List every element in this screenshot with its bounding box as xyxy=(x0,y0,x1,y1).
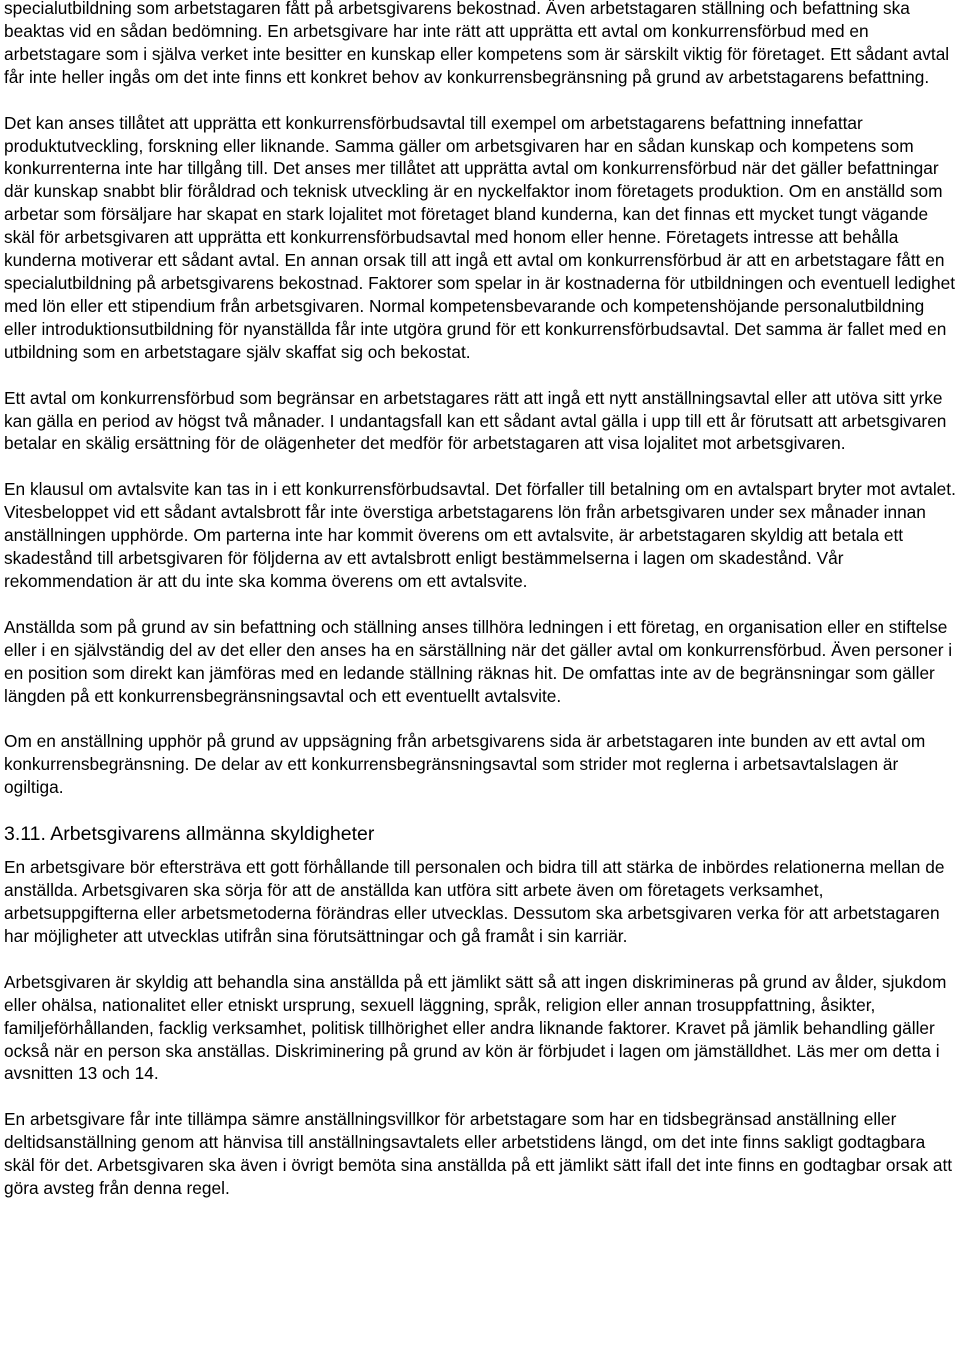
section-title: Arbetsgivarens allmänna skyldigheter xyxy=(50,823,375,846)
paragraph-competition-clause-intro: specialutbildning som arbetstagaren fått på arbetsgivarens bekostnad. Även arbetstagaren ställning och befattning ska beaktas vid en sådan bedömning. En arbetsgivare har inte rätt att upprätta ett avtal om konkurrensförbud med en arbetstagare som i själva verket inte besitter en kunskap eller kompetens som är särskilt viktig för företaget. Ett sådant avtal får inte heller ingås om det inte finns ett konkret behov av konkurrensbegränsning på grund av arbetstagarens befattning. xyxy=(4,0,950,87)
paragraph-duration-limit: Ett avtal om konkurrensförbud som begränsar en arbetstagares rätt att ingå ett nytt anställningsavtal eller att utöva sitt yrke kan gälla en period av högst två månader. I undantagsfall kan ett sådant avtal gälla i upp till ett år förutsatt att arbetsgivaren betalar en skälig ersättning för de olägenheter det medför för arbetstagaren att visa lojalitet mot arbetsgivaren. xyxy=(4,387,947,454)
paragraph-termination-effect: Om en anställning upphör på grund av uppsägning från arbetsgivarens sida är arbetstagaren inte bunden av ett avtal om konkurrensbegränsning. De delar av ett konkurrensbegränsningsavtal som strider mot reglerna i arbetsavtalslagen är ogiltiga. xyxy=(4,731,926,798)
paragraph-employer-relations: En arbetsgivare bör eftersträva ett gott förhållande till personalen och bidra till att stärka de inbördes relationerna mellan de anställda. Arbetsgivaren ska sörja för att de anställda kan utföra sitt arbete även om företagets verksamhet, arbetsuppgifterna eller arbetsmetoderna förändras eller utvecklas. Dessutom ska arbetsgivaren verka för att arbetstagaren har möjligheter att utvecklas utifrån sina förutsättningar och gå framåt i sin karriär. xyxy=(4,857,945,946)
document-page xyxy=(4,0,956,1223)
paragraph-permitted-agreements: Det kan anses tillåtet att upprätta ett konkurrensförbudsavtal till exempel om arbetstagarens befattning innefattar produktutveckling, forskning eller liknande. Samma gäller om arbetsgivaren har en sådan kunskap och kompetens som konkurrenterna inte har tillgång till. Det anses mer tillåtet att upprätta avtal om konkurrensförbud när det gäller befattningar där kunskap snabbt blir föråldrad och teknisk utveckling är en nyckelfaktor inom företagets produktion. Om en anställd som arbetar som försäljare har skapat en stark lojalitet mot företaget bland kunderna, kan det finnas ett mycket tungt vägande skäl för arbetsgivaren att upprätta ett konkurrensförbudsavtal med honom eller henne. Företagets intresse att behålla kunderna motiverar ett sådant avtal. En annan orsak till att ingå ett avtal om konkurrensförbud är att en arbetstagare fått en specialutbildning på arbetsgivarens bekostnad. Faktorer som spelar in är kostnaderna för utbildningen och eventuell ledighet med lön eller ett stipendium från arbetsgivaren. Normal kompetensbevarande och kompetenshöjande personalutbildning eller introduktionsutbildning för nyanställda får inte utgöra grund för ett konkurrensförbudsavtal. Det samma är fallet med en utbildning som en arbetstagare själv skaffat sig och bekostat. xyxy=(4,112,956,362)
paragraph-equal-treatment: Arbetsgivaren är skyldig att behandla sina anställda på ett jämlikt sätt så att ingen diskrimineras på grund av ålder, sjukdom eller ohälsa, nationalitet eller etniskt ursprung, sexuell läggning, språk, religion eller annan trosuppfattning, åsikter, familjeförhållanden, facklig verksamhet, politisk tillhörighet eller andra liknande faktorer. Kravet på jämlik behandling gäller också när en person ska anställas. Diskriminering på grund av kön är förbjudet i lagen om jämställdhet. Läs mer om detta i avsnitten 13 och 14. xyxy=(4,971,947,1084)
section-number: 3.11. xyxy=(4,823,46,846)
section-heading xyxy=(4,822,956,846)
paragraph-fixed-term-conditions: En arbetsgivare får inte tillämpa sämre anställningsvillkor för arbetstagare som har en tidsbegränsad anställning eller deltidsanställning genom att hänvisa till anställningsavtalets eller arbetstidens längd, om det inte finns sakligt godtagbara skäl för det. Arbetsgivaren ska även i övrigt bemöta sina anställda på ett jämlikt sätt ifall det inte finns en godtagbar orsak att göra avsteg från denna regel. xyxy=(4,1109,953,1199)
paragraph-contractual-penalty: En klausul om avtalsvite kan tas in i ett konkurrensförbudsavtal. Det förfaller till betalning om en avtalspart bryter mot avtalet. Vitesbeloppet vid ett sådant avtalsbrott får inte överstiga arbetstagarens lön från arbetsgivaren under sex månader innan anställningen upphörde. Om parterna inte har kommit överens om ett avtalsvite, är arbetstagaren skyldig att betala ett skadestånd till arbetsgivaren för följderna av ett avtalsbrott enligt bestämmelserna i lagen om skadestånd. Vår rekommendation är att du inte ska komma överens om ett avtalsvite. xyxy=(4,479,956,591)
paragraph-management-exception: Anställda som på grund av sin befattning och ställning anses tillhöra ledningen i ett företag, en organisation eller en stiftelse eller i en självständig del av det eller den anses ha en särställning när det gäller avtal om konkurrensförbud. Även personer i en position som direkt kan jämföras med en ledande ställning räknas hit. De omfattas inte av de begränsningar som gäller längden på ett konkurrensbegränsningsavtal och ett eventuellt avtalsvite. xyxy=(4,616,953,706)
